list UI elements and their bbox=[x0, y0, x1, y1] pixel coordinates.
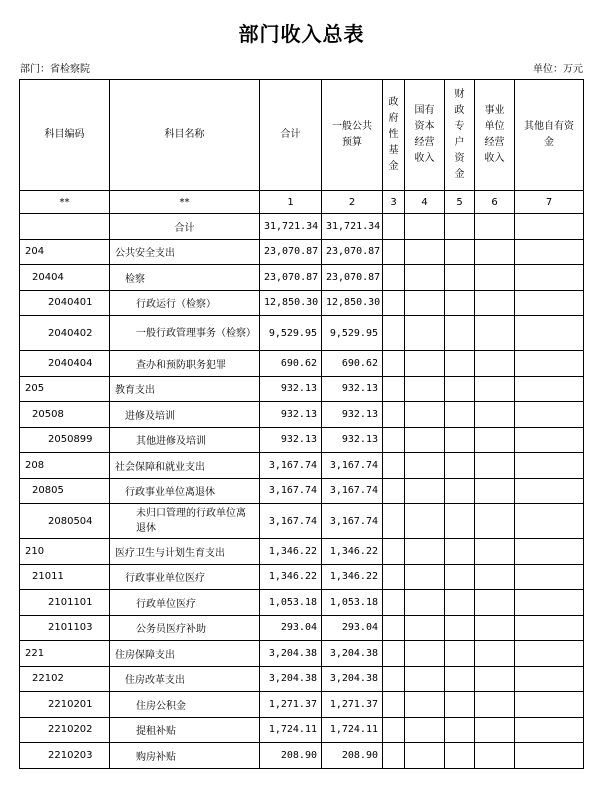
general-budget-cell: 3,204.38 bbox=[322, 641, 383, 667]
state-capital-cell bbox=[405, 564, 445, 590]
other-own-cell bbox=[515, 666, 584, 692]
fiscal-special-cell bbox=[445, 265, 475, 291]
data-rows bbox=[20, 214, 584, 769]
table-row bbox=[20, 564, 584, 590]
other-own-cell bbox=[515, 427, 584, 453]
institution-income-cell bbox=[475, 743, 515, 769]
header-state-capital: 国有 资本 经营 收入 bbox=[405, 80, 445, 191]
state-capital-cell bbox=[405, 717, 445, 743]
subject-code-cell: 2040401 bbox=[20, 290, 110, 316]
other-own-cell bbox=[515, 453, 584, 479]
general-budget-cell: 3,167.74 bbox=[322, 453, 383, 479]
header-institution-income: 事业 单位 经营 收入 bbox=[475, 80, 515, 191]
other-own-cell bbox=[515, 290, 584, 316]
general-budget-cell: 31,721.34 bbox=[322, 214, 383, 240]
other-own-cell bbox=[515, 717, 584, 743]
subject-code-cell: 20404 bbox=[20, 265, 110, 291]
other-own-cell bbox=[515, 351, 584, 377]
institution-income-cell bbox=[475, 692, 515, 718]
state-capital-cell bbox=[405, 615, 445, 641]
state-capital-cell bbox=[405, 290, 445, 316]
total-cell: 208.90 bbox=[260, 743, 322, 769]
subject-code-cell: 2210201 bbox=[20, 692, 110, 718]
other-own-cell bbox=[515, 376, 584, 402]
other-own-cell bbox=[515, 692, 584, 718]
fiscal-special-cell bbox=[445, 290, 475, 316]
other-own-cell bbox=[515, 590, 584, 616]
table-row bbox=[20, 615, 584, 641]
table-row bbox=[20, 504, 584, 539]
subject-name-cell: 检察 bbox=[110, 265, 260, 291]
institution-income-cell bbox=[475, 351, 515, 377]
subject-name-cell: 提租补贴 bbox=[110, 717, 260, 743]
state-capital-cell bbox=[405, 239, 445, 265]
other-own-cell bbox=[515, 478, 584, 504]
general-budget-cell: 3,167.74 bbox=[322, 504, 383, 539]
fiscal-special-cell bbox=[445, 539, 475, 565]
general-budget-cell: 3,167.74 bbox=[322, 478, 383, 504]
table-row bbox=[20, 590, 584, 616]
table-row bbox=[20, 427, 584, 453]
gov-fund-cell bbox=[383, 539, 405, 565]
table-row bbox=[20, 351, 584, 377]
fiscal-special-cell bbox=[445, 504, 475, 539]
index-cell: 7 bbox=[515, 191, 584, 214]
table-row bbox=[20, 376, 584, 402]
header-other-own: 其他自有资 金 bbox=[515, 80, 584, 191]
header-code: 科目编码 bbox=[20, 80, 110, 191]
general-budget-cell: 1,346.22 bbox=[322, 564, 383, 590]
state-capital-cell bbox=[405, 316, 445, 351]
total-cell: 1,053.18 bbox=[260, 590, 322, 616]
subject-code-cell: 20805 bbox=[20, 478, 110, 504]
other-own-cell bbox=[515, 402, 584, 428]
subject-name-cell: 其他进修及培训 bbox=[110, 427, 260, 453]
gov-fund-cell bbox=[383, 376, 405, 402]
general-budget-cell: 690.62 bbox=[322, 351, 383, 377]
income-summary-table bbox=[19, 79, 584, 769]
table-row bbox=[20, 743, 584, 769]
state-capital-cell bbox=[405, 539, 445, 565]
index-cell: 4 bbox=[405, 191, 445, 214]
institution-income-cell bbox=[475, 717, 515, 743]
subject-code-cell: 2101103 bbox=[20, 615, 110, 641]
total-cell: 12,850.30 bbox=[260, 290, 322, 316]
fiscal-special-cell bbox=[445, 590, 475, 616]
total-cell: 3,167.74 bbox=[260, 478, 322, 504]
total-cell: 23,070.87 bbox=[260, 265, 322, 291]
state-capital-cell bbox=[405, 666, 445, 692]
total-cell: 932.13 bbox=[260, 376, 322, 402]
table-row bbox=[20, 290, 584, 316]
header-fiscal-special: 财 政 专 户 资 金 bbox=[445, 80, 475, 191]
subject-code-cell: 2080504 bbox=[20, 504, 110, 539]
general-budget-cell: 932.13 bbox=[322, 376, 383, 402]
fiscal-special-cell bbox=[445, 478, 475, 504]
subject-code-cell: 2050899 bbox=[20, 427, 110, 453]
institution-income-cell bbox=[475, 539, 515, 565]
subject-code-cell: 21011 bbox=[20, 564, 110, 590]
institution-income-cell bbox=[475, 590, 515, 616]
subject-name-cell: 进修及培训 bbox=[110, 402, 260, 428]
fiscal-special-cell bbox=[445, 376, 475, 402]
index-cell: 3 bbox=[383, 191, 405, 214]
gov-fund-cell bbox=[383, 214, 405, 240]
other-own-cell bbox=[515, 504, 584, 539]
total-cell: 1,346.22 bbox=[260, 539, 322, 565]
subject-name-cell: 行政事业单位医疗 bbox=[110, 564, 260, 590]
index-cell: 1 bbox=[260, 191, 322, 214]
gov-fund-cell bbox=[383, 290, 405, 316]
total-cell: 23,070.87 bbox=[260, 239, 322, 265]
general-budget-cell: 932.13 bbox=[322, 427, 383, 453]
fiscal-special-cell bbox=[445, 641, 475, 667]
subject-name-cell: 行政单位医疗 bbox=[110, 590, 260, 616]
fiscal-special-cell bbox=[445, 692, 475, 718]
subject-name-cell: 行政运行（检察） bbox=[110, 290, 260, 316]
header-gov-fund: 政 府 性 基 金 bbox=[383, 80, 405, 191]
state-capital-cell bbox=[405, 376, 445, 402]
fiscal-special-cell bbox=[445, 615, 475, 641]
subject-name-cell: 教育支出 bbox=[110, 376, 260, 402]
institution-income-cell bbox=[475, 615, 515, 641]
total-cell: 1,271.37 bbox=[260, 692, 322, 718]
subject-name-cell: 行政事业单位离退休 bbox=[110, 478, 260, 504]
state-capital-cell bbox=[405, 590, 445, 616]
table-row bbox=[20, 478, 584, 504]
total-cell: 3,204.38 bbox=[260, 641, 322, 667]
table-row bbox=[20, 692, 584, 718]
subject-code-cell: 204 bbox=[20, 239, 110, 265]
total-cell: 9,529.95 bbox=[260, 316, 322, 351]
fiscal-special-cell bbox=[445, 239, 475, 265]
state-capital-cell bbox=[405, 641, 445, 667]
total-cell: 932.13 bbox=[260, 402, 322, 428]
page-title: 部门收入总表 bbox=[238, 22, 365, 46]
other-own-cell bbox=[515, 743, 584, 769]
gov-fund-cell bbox=[383, 402, 405, 428]
subject-code-cell: 2040404 bbox=[20, 351, 110, 377]
subject-code-cell: 20508 bbox=[20, 402, 110, 428]
general-budget-cell: 12,850.30 bbox=[322, 290, 383, 316]
total-cell: 1,346.22 bbox=[260, 564, 322, 590]
total-cell: 3,167.74 bbox=[260, 453, 322, 479]
index-cell: ** bbox=[20, 191, 110, 214]
institution-income-cell bbox=[475, 427, 515, 453]
fiscal-special-cell bbox=[445, 453, 475, 479]
total-cell: 31,721.34 bbox=[260, 214, 322, 240]
gov-fund-cell bbox=[383, 265, 405, 291]
institution-income-cell bbox=[475, 239, 515, 265]
index-cell: 6 bbox=[475, 191, 515, 214]
fiscal-special-cell bbox=[445, 666, 475, 692]
table-row bbox=[20, 539, 584, 565]
fiscal-special-cell bbox=[445, 717, 475, 743]
state-capital-cell bbox=[405, 402, 445, 428]
table-row bbox=[20, 214, 584, 240]
fiscal-special-cell bbox=[445, 214, 475, 240]
gov-fund-cell bbox=[383, 427, 405, 453]
table-row bbox=[20, 453, 584, 479]
institution-income-cell bbox=[475, 376, 515, 402]
general-budget-cell: 1,271.37 bbox=[322, 692, 383, 718]
index-row bbox=[20, 191, 584, 214]
subject-code-cell: 221 bbox=[20, 641, 110, 667]
general-budget-cell: 208.90 bbox=[322, 743, 383, 769]
other-own-cell bbox=[515, 615, 584, 641]
total-cell: 3,167.74 bbox=[260, 504, 322, 539]
fiscal-special-cell bbox=[445, 402, 475, 428]
index-cell: 5 bbox=[445, 191, 475, 214]
total-cell: 690.62 bbox=[260, 351, 322, 377]
general-budget-cell: 23,070.87 bbox=[322, 265, 383, 291]
gov-fund-cell bbox=[383, 615, 405, 641]
subject-code-cell: 205 bbox=[20, 376, 110, 402]
gov-fund-cell bbox=[383, 717, 405, 743]
general-budget-cell: 23,070.87 bbox=[322, 239, 383, 265]
header-general-budget: 一般公共 预算 bbox=[322, 80, 383, 191]
unit-label: 单位：万元 bbox=[533, 64, 583, 75]
other-own-cell bbox=[515, 539, 584, 565]
fiscal-special-cell bbox=[445, 743, 475, 769]
table-row bbox=[20, 666, 584, 692]
gov-fund-cell bbox=[383, 351, 405, 377]
institution-income-cell bbox=[475, 478, 515, 504]
other-own-cell bbox=[515, 641, 584, 667]
total-cell: 3,204.38 bbox=[260, 666, 322, 692]
gov-fund-cell bbox=[383, 692, 405, 718]
subject-code-cell: 208 bbox=[20, 453, 110, 479]
gov-fund-cell bbox=[383, 641, 405, 667]
state-capital-cell bbox=[405, 453, 445, 479]
institution-income-cell bbox=[475, 666, 515, 692]
subject-name-cell: 医疗卫生与计划生育支出 bbox=[110, 539, 260, 565]
subject-name-cell: 住房改革支出 bbox=[110, 666, 260, 692]
fiscal-special-cell bbox=[445, 316, 475, 351]
subject-name-cell: 一般行政管理事务（检察） bbox=[110, 316, 260, 351]
header-row bbox=[20, 80, 584, 191]
institution-income-cell bbox=[475, 641, 515, 667]
subject-code-cell: 22102 bbox=[20, 666, 110, 692]
subject-name-cell: 公共安全支出 bbox=[110, 239, 260, 265]
subject-name-cell: 公务员医疗补助 bbox=[110, 615, 260, 641]
gov-fund-cell bbox=[383, 478, 405, 504]
institution-income-cell bbox=[475, 504, 515, 539]
gov-fund-cell bbox=[383, 564, 405, 590]
general-budget-cell: 1,346.22 bbox=[322, 539, 383, 565]
subject-code-cell: 2101101 bbox=[20, 590, 110, 616]
fiscal-special-cell bbox=[445, 427, 475, 453]
subject-code-cell: 2210203 bbox=[20, 743, 110, 769]
subject-name-cell: 合计 bbox=[110, 214, 260, 240]
table-row bbox=[20, 717, 584, 743]
other-own-cell bbox=[515, 564, 584, 590]
institution-income-cell bbox=[475, 402, 515, 428]
general-budget-cell: 293.04 bbox=[322, 615, 383, 641]
subject-name-cell: 购房补贴 bbox=[110, 743, 260, 769]
gov-fund-cell bbox=[383, 590, 405, 616]
table-row bbox=[20, 641, 584, 667]
gov-fund-cell bbox=[383, 453, 405, 479]
institution-income-cell bbox=[475, 290, 515, 316]
gov-fund-cell bbox=[383, 316, 405, 351]
other-own-cell bbox=[515, 265, 584, 291]
subject-code-cell: 2210202 bbox=[20, 717, 110, 743]
subject-name-cell: 社会保障和就业支出 bbox=[110, 453, 260, 479]
total-cell: 293.04 bbox=[260, 615, 322, 641]
state-capital-cell bbox=[405, 692, 445, 718]
general-budget-cell: 9,529.95 bbox=[322, 316, 383, 351]
department-label: 部门：省检察院 bbox=[20, 64, 90, 75]
state-capital-cell bbox=[405, 351, 445, 377]
gov-fund-cell bbox=[383, 239, 405, 265]
table-row bbox=[20, 402, 584, 428]
general-budget-cell: 932.13 bbox=[322, 402, 383, 428]
total-cell: 1,724.11 bbox=[260, 717, 322, 743]
other-own-cell bbox=[515, 316, 584, 351]
subject-name-cell: 住房保障支出 bbox=[110, 641, 260, 667]
table-row bbox=[20, 265, 584, 291]
institution-income-cell bbox=[475, 214, 515, 240]
subject-name-cell: 查办和预防职务犯罪 bbox=[110, 351, 260, 377]
table-row bbox=[20, 316, 584, 351]
general-budget-cell: 1,724.11 bbox=[322, 717, 383, 743]
general-budget-cell: 3,204.38 bbox=[322, 666, 383, 692]
table-row bbox=[20, 239, 584, 265]
state-capital-cell bbox=[405, 427, 445, 453]
subject-name-cell: 住房公积金 bbox=[110, 692, 260, 718]
fiscal-special-cell bbox=[445, 564, 475, 590]
gov-fund-cell bbox=[383, 666, 405, 692]
other-own-cell bbox=[515, 239, 584, 265]
subject-name-cell: 未归口管理的行政单位离退休 bbox=[110, 504, 260, 539]
subject-code-cell: 2040402 bbox=[20, 316, 110, 351]
fiscal-special-cell bbox=[445, 351, 475, 377]
institution-income-cell bbox=[475, 453, 515, 479]
index-cell: 2 bbox=[322, 191, 383, 214]
gov-fund-cell bbox=[383, 743, 405, 769]
institution-income-cell bbox=[475, 564, 515, 590]
header-name: 科目名称 bbox=[110, 80, 260, 191]
other-own-cell bbox=[515, 214, 584, 240]
state-capital-cell bbox=[405, 478, 445, 504]
institution-income-cell bbox=[475, 265, 515, 291]
general-budget-cell: 1,053.18 bbox=[322, 590, 383, 616]
subject-code-cell bbox=[20, 214, 110, 240]
state-capital-cell bbox=[405, 265, 445, 291]
header-total: 合计 bbox=[260, 80, 322, 191]
gov-fund-cell bbox=[383, 504, 405, 539]
index-cell: ** bbox=[110, 191, 260, 214]
total-cell: 932.13 bbox=[260, 427, 322, 453]
institution-income-cell bbox=[475, 316, 515, 351]
subject-code-cell: 210 bbox=[20, 539, 110, 565]
state-capital-cell bbox=[405, 214, 445, 240]
state-capital-cell bbox=[405, 504, 445, 539]
state-capital-cell bbox=[405, 743, 445, 769]
